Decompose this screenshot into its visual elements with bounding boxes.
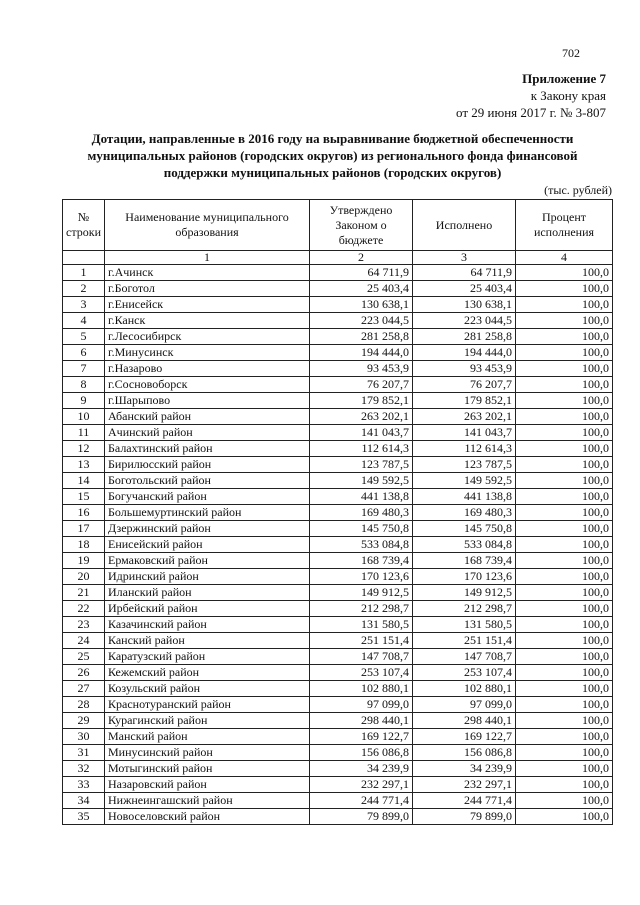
colnum-1: 1 <box>105 251 310 265</box>
cell-approved: 145 750,8 <box>310 521 413 537</box>
cell-executed: 102 880,1 <box>413 681 516 697</box>
table-row <box>63 649 613 665</box>
table-row <box>63 809 613 825</box>
cell-row-number: 3 <box>63 297 105 313</box>
cell-approved: 64 711,9 <box>310 265 413 281</box>
cell-row-number: 13 <box>63 457 105 473</box>
cell-name: Мотыгинский район <box>105 761 310 777</box>
table-row <box>63 313 613 329</box>
table-row <box>63 505 613 521</box>
cell-name: Ермаковский район <box>105 553 310 569</box>
cell-approved: 298 440,1 <box>310 713 413 729</box>
cell-approved: 76 207,7 <box>310 377 413 393</box>
cell-row-number: 24 <box>63 633 105 649</box>
cell-executed: 141 043,7 <box>413 425 516 441</box>
cell-approved: 112 614,3 <box>310 441 413 457</box>
title-line-1: Дотации, направленные в 2016 году на выравнивание бюджетной обеспеченности <box>91 131 574 146</box>
cell-percent: 100,0 <box>516 697 613 713</box>
cell-executed: 281 258,8 <box>413 329 516 345</box>
cell-percent: 100,0 <box>516 281 613 297</box>
cell-row-number: 33 <box>63 777 105 793</box>
cell-row-number: 26 <box>63 665 105 681</box>
cell-row-number: 14 <box>63 473 105 489</box>
cell-executed: 64 711,9 <box>413 265 516 281</box>
table-row <box>63 489 613 505</box>
cell-approved: 149 592,5 <box>310 473 413 489</box>
title-line-2: муниципальных районов (городских округов) из регионального фонда финансовой <box>87 148 578 163</box>
cell-approved: 130 638,1 <box>310 297 413 313</box>
cell-percent: 100,0 <box>516 713 613 729</box>
cell-name: Иланский район <box>105 585 310 601</box>
subsidy-table <box>62 199 613 825</box>
cell-executed: 123 787,5 <box>413 457 516 473</box>
cell-row-number: 19 <box>63 553 105 569</box>
cell-percent: 100,0 <box>516 505 613 521</box>
table-row <box>63 697 613 713</box>
colnum-3: 3 <box>413 251 516 265</box>
cell-executed: 263 202,1 <box>413 409 516 425</box>
cell-approved: 169 480,3 <box>310 505 413 521</box>
cell-row-number: 35 <box>63 809 105 825</box>
cell-row-number: 11 <box>63 425 105 441</box>
cell-row-number: 15 <box>63 489 105 505</box>
cell-name: г.Сосновоборск <box>105 377 310 393</box>
cell-executed: 79 899,0 <box>413 809 516 825</box>
table-row <box>63 617 613 633</box>
cell-row-number: 1 <box>63 265 105 281</box>
cell-percent: 100,0 <box>516 425 613 441</box>
table-row <box>63 345 613 361</box>
cell-executed: 169 480,3 <box>413 505 516 521</box>
cell-name: Козульский район <box>105 681 310 697</box>
cell-name: Кежемский район <box>105 665 310 681</box>
cell-executed: 223 044,5 <box>413 313 516 329</box>
cell-approved: 34 239,9 <box>310 761 413 777</box>
table-row <box>63 665 613 681</box>
table-row <box>63 761 613 777</box>
cell-name: Бирилюсский район <box>105 457 310 473</box>
cell-approved: 179 852,1 <box>310 393 413 409</box>
table-row <box>63 601 613 617</box>
cell-percent: 100,0 <box>516 473 613 489</box>
cell-row-number: 21 <box>63 585 105 601</box>
cell-row-number: 29 <box>63 713 105 729</box>
cell-row-number: 6 <box>63 345 105 361</box>
cell-name: г.Канск <box>105 313 310 329</box>
cell-percent: 100,0 <box>516 649 613 665</box>
cell-executed: 76 207,7 <box>413 377 516 393</box>
cell-name: г.Назарово <box>105 361 310 377</box>
table-row <box>63 441 613 457</box>
column-number-row <box>63 251 613 265</box>
cell-name: Каратузский район <box>105 649 310 665</box>
cell-executed: 212 298,7 <box>413 601 516 617</box>
appendix-date: от 29 июня 2017 г. № 3-807 <box>456 105 606 120</box>
cell-approved: 533 084,8 <box>310 537 413 553</box>
cell-approved: 232 297,1 <box>310 777 413 793</box>
table-row <box>63 329 613 345</box>
cell-percent: 100,0 <box>516 297 613 313</box>
table-row <box>63 537 613 553</box>
cell-executed: 156 086,8 <box>413 745 516 761</box>
cell-executed: 244 771,4 <box>413 793 516 809</box>
table-row <box>63 281 613 297</box>
cell-percent: 100,0 <box>516 585 613 601</box>
header-name: Наименование муниципального образования <box>105 200 310 251</box>
cell-approved: 25 403,4 <box>310 281 413 297</box>
cell-name: Богучанский район <box>105 489 310 505</box>
cell-name: г.Ачинск <box>105 265 310 281</box>
table-row <box>63 361 613 377</box>
cell-percent: 100,0 <box>516 553 613 569</box>
cell-name: Манский район <box>105 729 310 745</box>
cell-approved: 156 086,8 <box>310 745 413 761</box>
colnum-0 <box>63 251 105 265</box>
cell-approved: 141 043,7 <box>310 425 413 441</box>
cell-approved: 251 151,4 <box>310 633 413 649</box>
cell-percent: 100,0 <box>516 665 613 681</box>
cell-percent: 100,0 <box>516 601 613 617</box>
table-row <box>63 681 613 697</box>
cell-percent: 100,0 <box>516 393 613 409</box>
cell-approved: 123 787,5 <box>310 457 413 473</box>
cell-approved: 149 912,5 <box>310 585 413 601</box>
cell-percent: 100,0 <box>516 633 613 649</box>
cell-percent: 100,0 <box>516 793 613 809</box>
cell-approved: 244 771,4 <box>310 793 413 809</box>
cell-percent: 100,0 <box>516 345 613 361</box>
cell-approved: 253 107,4 <box>310 665 413 681</box>
cell-name: Боготольский район <box>105 473 310 489</box>
cell-name: Новоселовский район <box>105 809 310 825</box>
cell-row-number: 10 <box>63 409 105 425</box>
units-note: (тыс. рублей) <box>544 183 612 197</box>
cell-row-number: 28 <box>63 697 105 713</box>
cell-percent: 100,0 <box>516 777 613 793</box>
cell-percent: 100,0 <box>516 361 613 377</box>
cell-name: Казачинский район <box>105 617 310 633</box>
table-row <box>63 521 613 537</box>
cell-row-number: 8 <box>63 377 105 393</box>
cell-row-number: 25 <box>63 649 105 665</box>
cell-executed: 179 852,1 <box>413 393 516 409</box>
header-row-number: № строки <box>63 200 105 251</box>
cell-executed: 168 739,4 <box>413 553 516 569</box>
cell-name: Абанский район <box>105 409 310 425</box>
cell-approved: 170 123,6 <box>310 569 413 585</box>
appendix-block <box>456 70 606 121</box>
cell-percent: 100,0 <box>516 457 613 473</box>
cell-percent: 100,0 <box>516 409 613 425</box>
cell-row-number: 2 <box>63 281 105 297</box>
title-line-3: поддержки муниципальных районов (городских округов) <box>163 165 502 180</box>
table-row <box>63 793 613 809</box>
table-row <box>63 457 613 473</box>
document-title <box>60 130 605 181</box>
table-row <box>63 377 613 393</box>
cell-row-number: 27 <box>63 681 105 697</box>
cell-executed: 533 084,8 <box>413 537 516 553</box>
cell-approved: 223 044,5 <box>310 313 413 329</box>
cell-row-number: 32 <box>63 761 105 777</box>
cell-approved: 131 580,5 <box>310 617 413 633</box>
cell-row-number: 18 <box>63 537 105 553</box>
cell-name: Курагинский район <box>105 713 310 729</box>
cell-approved: 147 708,7 <box>310 649 413 665</box>
table-row <box>63 473 613 489</box>
cell-executed: 97 099,0 <box>413 697 516 713</box>
cell-percent: 100,0 <box>516 537 613 553</box>
cell-row-number: 23 <box>63 617 105 633</box>
cell-approved: 212 298,7 <box>310 601 413 617</box>
cell-name: Нижнеингашский район <box>105 793 310 809</box>
cell-name: Енисейский район <box>105 537 310 553</box>
cell-row-number: 20 <box>63 569 105 585</box>
cell-executed: 169 122,7 <box>413 729 516 745</box>
cell-percent: 100,0 <box>516 681 613 697</box>
cell-approved: 168 739,4 <box>310 553 413 569</box>
cell-executed: 170 123,6 <box>413 569 516 585</box>
cell-name: г.Шарыпово <box>105 393 310 409</box>
cell-name: Канский район <box>105 633 310 649</box>
cell-name: г.Енисейск <box>105 297 310 313</box>
cell-name: Ирбейский район <box>105 601 310 617</box>
table-row <box>63 729 613 745</box>
cell-row-number: 34 <box>63 793 105 809</box>
cell-approved: 441 138,8 <box>310 489 413 505</box>
cell-percent: 100,0 <box>516 521 613 537</box>
cell-executed: 149 912,5 <box>413 585 516 601</box>
cell-executed: 298 440,1 <box>413 713 516 729</box>
cell-executed: 441 138,8 <box>413 489 516 505</box>
cell-percent: 100,0 <box>516 489 613 505</box>
cell-executed: 130 638,1 <box>413 297 516 313</box>
cell-executed: 147 708,7 <box>413 649 516 665</box>
cell-approved: 169 122,7 <box>310 729 413 745</box>
table-row <box>63 409 613 425</box>
page-number: 702 <box>562 46 580 60</box>
cell-percent: 100,0 <box>516 329 613 345</box>
cell-name: г.Лесосибирск <box>105 329 310 345</box>
cell-executed: 34 239,9 <box>413 761 516 777</box>
cell-approved: 102 880,1 <box>310 681 413 697</box>
cell-name: Минусинский район <box>105 745 310 761</box>
cell-executed: 145 750,8 <box>413 521 516 537</box>
header-approved: Утверждено Законом о бюджете <box>310 200 413 251</box>
cell-percent: 100,0 <box>516 761 613 777</box>
table-row <box>63 569 613 585</box>
cell-name: Балахтинский район <box>105 441 310 457</box>
colnum-2: 2 <box>310 251 413 265</box>
cell-row-number: 5 <box>63 329 105 345</box>
table-row <box>63 297 613 313</box>
cell-row-number: 22 <box>63 601 105 617</box>
cell-row-number: 7 <box>63 361 105 377</box>
cell-row-number: 30 <box>63 729 105 745</box>
cell-approved: 97 099,0 <box>310 697 413 713</box>
cell-executed: 25 403,4 <box>413 281 516 297</box>
cell-executed: 149 592,5 <box>413 473 516 489</box>
cell-executed: 251 151,4 <box>413 633 516 649</box>
cell-row-number: 4 <box>63 313 105 329</box>
cell-percent: 100,0 <box>516 377 613 393</box>
cell-name: г.Боготол <box>105 281 310 297</box>
header-executed: Исполнено <box>413 200 516 251</box>
table-row <box>63 393 613 409</box>
cell-name: Дзержинский район <box>105 521 310 537</box>
table-row <box>63 745 613 761</box>
cell-percent: 100,0 <box>516 265 613 281</box>
table-row <box>63 425 613 441</box>
cell-percent: 100,0 <box>516 313 613 329</box>
cell-executed: 131 580,5 <box>413 617 516 633</box>
cell-approved: 281 258,8 <box>310 329 413 345</box>
cell-name: Назаровский район <box>105 777 310 793</box>
cell-percent: 100,0 <box>516 729 613 745</box>
appendix-title: Приложение 7 <box>522 71 606 86</box>
cell-executed: 194 444,0 <box>413 345 516 361</box>
colnum-4: 4 <box>516 251 613 265</box>
cell-approved: 79 899,0 <box>310 809 413 825</box>
cell-percent: 100,0 <box>516 617 613 633</box>
cell-approved: 194 444,0 <box>310 345 413 361</box>
cell-percent: 100,0 <box>516 745 613 761</box>
cell-executed: 93 453,9 <box>413 361 516 377</box>
cell-executed: 253 107,4 <box>413 665 516 681</box>
cell-row-number: 9 <box>63 393 105 409</box>
cell-name: Идринский район <box>105 569 310 585</box>
cell-executed: 232 297,1 <box>413 777 516 793</box>
cell-name: Большемуртинский район <box>105 505 310 521</box>
cell-approved: 93 453,9 <box>310 361 413 377</box>
header-percent: Процент исполнения <box>516 200 613 251</box>
cell-approved: 263 202,1 <box>310 409 413 425</box>
table-row <box>63 553 613 569</box>
appendix-law-ref: к Закону края <box>530 88 606 103</box>
table-row <box>63 585 613 601</box>
cell-name: г.Минусинск <box>105 345 310 361</box>
cell-executed: 112 614,3 <box>413 441 516 457</box>
table-row <box>63 777 613 793</box>
table-row <box>63 265 613 281</box>
cell-row-number: 17 <box>63 521 105 537</box>
cell-percent: 100,0 <box>516 569 613 585</box>
table-row <box>63 713 613 729</box>
cell-percent: 100,0 <box>516 809 613 825</box>
cell-percent: 100,0 <box>516 441 613 457</box>
cell-name: Краснотуранский район <box>105 697 310 713</box>
cell-row-number: 12 <box>63 441 105 457</box>
table-row <box>63 633 613 649</box>
cell-row-number: 31 <box>63 745 105 761</box>
cell-row-number: 16 <box>63 505 105 521</box>
table-header-row <box>63 200 613 251</box>
cell-name: Ачинский район <box>105 425 310 441</box>
